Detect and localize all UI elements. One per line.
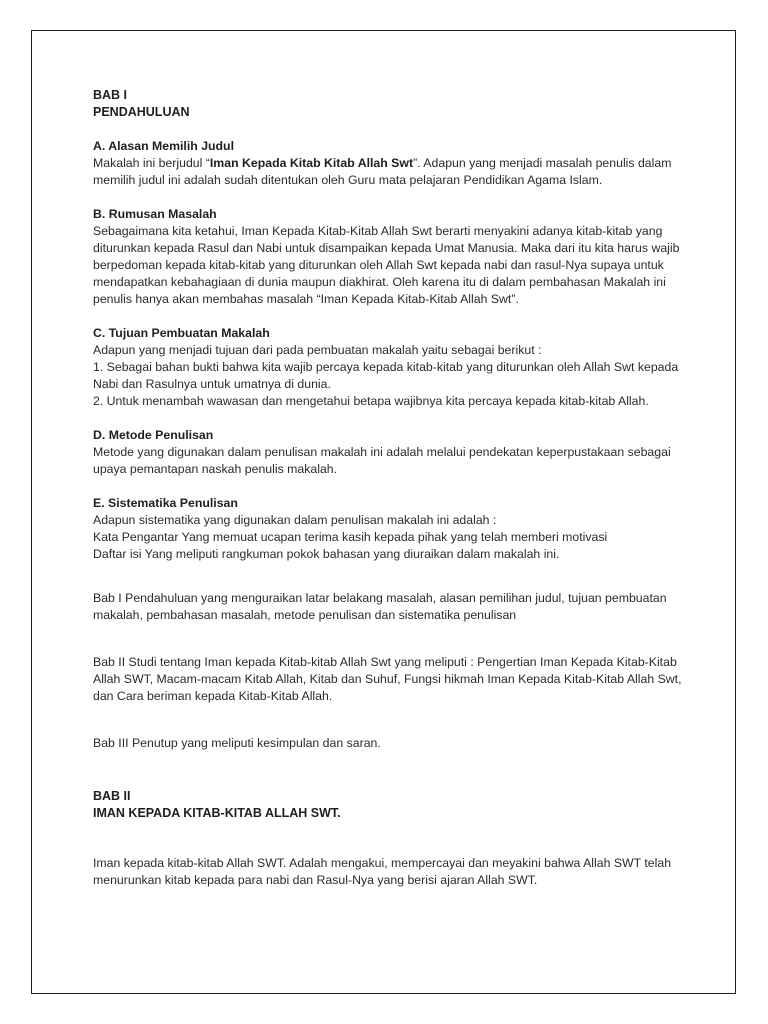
section-b-heading: B. Rumusan Masalah (93, 207, 217, 221)
section-c-intro: Adapun yang menjadi tujuan dari pada pembuatan makalah yaitu sebagai berikut : (93, 343, 542, 357)
section-e-bab-3: Bab III Penutup yang meliputi kesimpulan dan saran. (93, 736, 381, 750)
section-e-intro: Adapun sistematika yang digunakan dalam penulisan makalah ini adalah : (93, 513, 497, 527)
section-e-line-1: Kata Pengantar Yang memuat ucapan terima kasih kepada pihak yang telah memberi motivasi (93, 530, 608, 544)
section-e-bab-1: Bab I Pendahuluan yang menguraikan latar belakang masalah, alasan pemilihan judul, tujuan pembuatan makalah, pembahasan masalah, metode penulisan dan sistematika penulisan (93, 591, 667, 622)
section-c-item-1: 1. Sebagai bahan bukti bahwa kita wajib percaya kepada kitab-kitab yang diturunkan oleh Allah Swt kepada Nabi dan Rasulnya untuk umatnya di dunia. (93, 360, 679, 391)
section-a-heading: A. Alasan Memilih Judul (93, 139, 234, 153)
section-c-item-2: 2. Untuk menambah wawasan dan mengetahui betapa wajibnya kita percaya kepada kitab-kitab Allah. (93, 394, 649, 408)
section-c-heading: C. Tujuan Pembuatan Makalah (93, 326, 270, 340)
document-content (93, 87, 683, 889)
section-d-heading: D. Metode Penulisan (93, 428, 214, 442)
section-a-text-before: Makalah ini berjudul “ (93, 156, 210, 170)
chapter-1-label: BAB I (93, 88, 128, 102)
section-a-text-after: ”. Adapun yang menjadi masalah penulis dalam memilih judul ini adalah sudah ditentukan oleh Guru mata pelajaran Pendidikan Agama Islam. (93, 156, 672, 187)
section-e-heading: E. Sistematika Penulisan (93, 496, 238, 510)
chapter-2-label: BAB II (93, 789, 131, 803)
section-d-paragraph: Metode yang digunakan dalam penulisan makalah ini adalah melalui pendekatan keperpustakaan sebagai upaya pemantapan naskah penulis makalah. (93, 445, 671, 476)
chapter-2-paragraph: Iman kepada kitab-kitab Allah SWT. Adalah mengakui, mempercayai dan meyakini bahwa Allah SWT telah menurunkan kitab kepada para nabi dan Rasul-Nya yang berisi ajaran Allah SWT. (93, 856, 672, 887)
section-b-paragraph: Sebagaimana kita ketahui, Iman Kepada Kitab-Kitab Allah Swt berarti menyakini adanya kitab-kitab yang diturunkan kepada Rasul dan Nabi untuk disampaikan kepada Umat Manusia. Maka dari itu kita harus wajib berpedoman kepada kitab-kitab yang diturunkan oleh Allah Swt kepada nabi dan rasul-Nya supaya untuk mendapatkan kebahagiaan di dunia maupun diakhirat. Oleh karena itu di dalam pembahasan Makalah ini penulis hanya akan membahas masalah “Iman Kepada Kitab-Kitab Allah Swt”. (93, 224, 680, 306)
section-e-line-2: Daftar isi Yang meliputi rangkuman pokok bahasan yang diuraikan dalam makalah ini. (93, 547, 560, 561)
document-page (31, 30, 736, 994)
chapter-1-title: PENDAHULUAN (93, 105, 190, 119)
section-a-paragraph (93, 155, 683, 189)
section-a-bold-title: Iman Kepada Kitab Kitab Allah Swt (209, 156, 414, 170)
chapter-2-title: IMAN KEPADA KITAB-KITAB ALLAH SWT. (93, 806, 341, 820)
section-e-bab-2: Bab II Studi tentang Iman kepada Kitab-kitab Allah Swt yang meliputi : Pengertian Iman Kepada Kitab-Kitab Allah SWT, Macam-macam Kitab Allah, Kitab dan Suhuf, Fungsi hikmah Iman Kepada Kitab-Kitab Allah Swt, dan Cara beriman kepada Kitab-Kitab Allah. (93, 655, 682, 703)
